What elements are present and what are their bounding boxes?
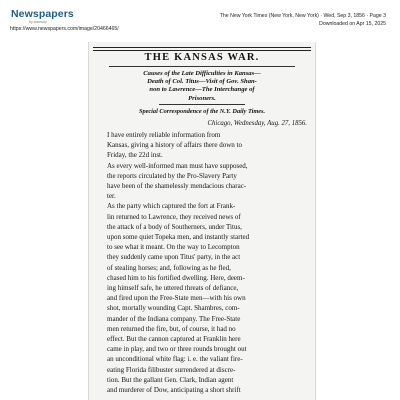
text-line: I have entirely reliable information from — [107, 131, 221, 139]
top-rule-thin — [93, 50, 311, 51]
text-line: came in play, and two or three rounds brought out — [107, 345, 247, 354]
deck-line: Prisoners. — [188, 94, 216, 102]
paragraph — [97, 201, 307, 395]
text-line: lin returned to Lawrence, they received news of — [107, 212, 241, 221]
text-line: and fired upon the Free-State men—with his own — [107, 294, 246, 303]
text-line: an unconditional white flag: i. e. the valiant fire- — [107, 355, 243, 364]
article-body — [97, 130, 307, 395]
special-correspondence — [97, 108, 307, 116]
text-line: As every well-informed man must have supposed, — [107, 161, 248, 170]
text-line: have been of the shamelessly mendacious charac- — [107, 182, 247, 191]
text-line: men returned the fire, but, of course, it had no — [107, 324, 236, 333]
text-line: Kansas, giving a history of affairs there down to — [107, 141, 242, 150]
top-rule — [93, 47, 311, 48]
logo-wordmark — [11, 9, 74, 19]
logo-text: Newspapers — [11, 8, 74, 20]
deck-rule — [159, 104, 245, 105]
deck-line: Causes of the Late Difficulties in Kansas— — [143, 70, 261, 77]
newspapers-logo[interactable] — [11, 8, 74, 24]
paragraph — [97, 161, 307, 202]
text-line: the reports circulated by the Pro-Slavery Party — [107, 171, 237, 180]
text-line: upon some quiet Topeka men, and instantly started — [107, 233, 250, 242]
article-headline: THE KANSAS WAR. — [144, 52, 260, 63]
text-line: they suddenly came upon Titus' party, in the act — [107, 253, 241, 262]
deck-line: non to Lawrence—The Interchange of — [149, 86, 255, 94]
logo-byline: by ancestry — [29, 20, 47, 24]
text-line: the attack of a body of Southerners, under Titus, — [107, 222, 242, 231]
text-line: shot, mortally wounding Capt. Shambres, com- — [107, 304, 240, 313]
publication-info: The New York Times (New York, New York) · Wed, Sep 3, 1856 · Page 3 — [219, 13, 386, 19]
article-dateline: Chicago, Wednesday, Aug. 27, 1856. — [207, 120, 307, 127]
download-date: Downloaded on Apr 15, 2025 — [319, 21, 386, 27]
text-line: ter. — [107, 192, 116, 201]
special-line: Special Correspondence of the N.Y. Daily Times. — [138, 108, 266, 115]
paragraph — [97, 130, 307, 161]
text-line: Friday, the 22d inst. — [107, 151, 163, 160]
deck-line: Death of Col. Titus—Visit of Gov. Shan- — [147, 78, 257, 86]
page-header — [0, 0, 400, 40]
text-line: tion. But the gallant Gen. Clark, Indian agent — [107, 375, 234, 384]
headline-rule — [109, 66, 295, 67]
text-line: effect. But the cannon captured at Franklin here — [107, 335, 241, 344]
article-deck — [97, 70, 307, 103]
text-line: to see what it meant. On the way to Lecompton — [107, 243, 240, 252]
text-line: eating Florida filibuster surrendered at discre- — [107, 365, 236, 374]
text-line: chased him to his fortified dwelling. Here, deem- — [107, 273, 245, 282]
text-line: ing himself safe, he uttered threats of defiance, — [107, 284, 239, 293]
text-line: and murderer of Dow, anticipating a short shrift — [107, 386, 241, 395]
text-line: of stealing horses; and, following as he fled, — [107, 263, 231, 272]
newspaper-clipping — [88, 42, 316, 400]
text-line: As the party which captured the fort at Frank- — [107, 202, 236, 211]
text-line: mander of the Indiana company. The Free-State — [107, 314, 241, 323]
source-url[interactable]: https://www.newspapers.com/image/20466465/ — [10, 26, 119, 32]
